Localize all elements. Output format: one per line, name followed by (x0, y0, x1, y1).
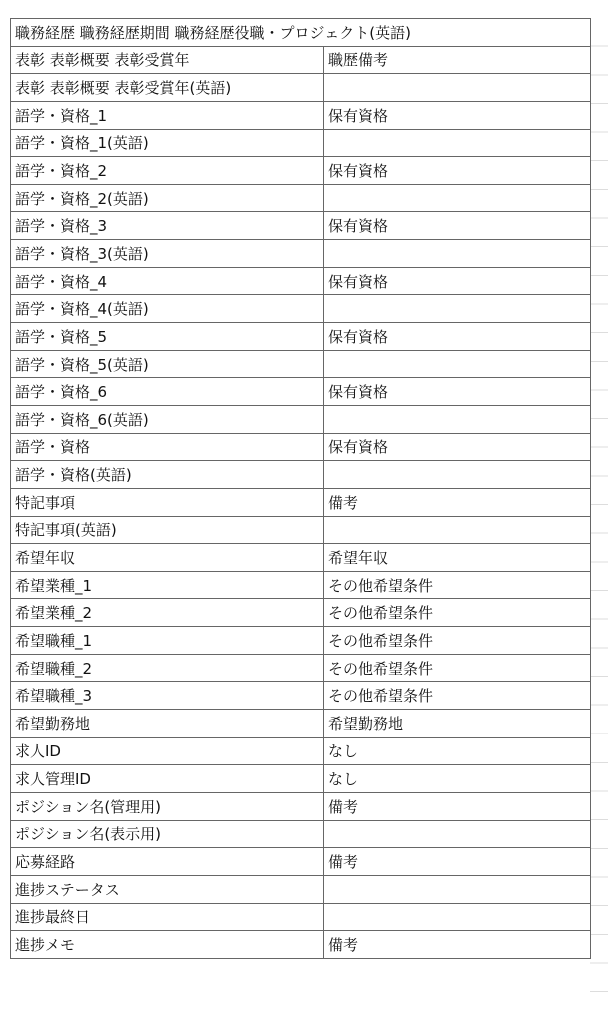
mapping-cell: 保有資格 (324, 212, 591, 240)
field-name-cell: 希望業種_2 (11, 599, 324, 627)
mapping-cell (324, 240, 591, 268)
field-name-cell: 語学・資格_5(英語) (11, 350, 324, 378)
mapping-cell: 保有資格 (324, 323, 591, 351)
mapping-cell: その他希望条件 (324, 654, 591, 682)
table-row (11, 737, 591, 765)
table-row (11, 765, 591, 793)
field-name-cell: 語学・資格_4 (11, 267, 324, 295)
table-row (11, 875, 591, 903)
mapping-cell (324, 350, 591, 378)
table-row (11, 710, 591, 738)
field-name-cell: ポジション名(管理用) (11, 792, 324, 820)
table-row (11, 682, 591, 710)
mapping-cell: その他希望条件 (324, 599, 591, 627)
field-name-cell: 語学・資格(英語) (11, 461, 324, 489)
table-row (11, 931, 591, 959)
table-row (11, 571, 591, 599)
table-row (11, 654, 591, 682)
mapping-cell: 保有資格 (324, 157, 591, 185)
table-row (11, 157, 591, 185)
field-name-cell: 希望業種_1 (11, 571, 324, 599)
field-name-cell: 語学・資格_6(英語) (11, 405, 324, 433)
field-name-cell: 希望職種_1 (11, 627, 324, 655)
mapping-cell (324, 74, 591, 102)
mapping-cell: その他希望条件 (324, 627, 591, 655)
field-name-cell: 表彰 表彰概要 表彰受賞年 (11, 46, 324, 74)
mapping-cell: 希望勤務地 (324, 710, 591, 738)
mapping-cell: 保有資格 (324, 378, 591, 406)
field-mapping-table (10, 18, 591, 959)
mapping-cell: 保有資格 (324, 433, 591, 461)
field-name-cell: 希望年収 (11, 544, 324, 572)
table-row (11, 903, 591, 931)
table-row (11, 488, 591, 516)
mapping-cell: その他希望条件 (324, 571, 591, 599)
mapping-cell: 希望年収 (324, 544, 591, 572)
field-name-cell: 応募経路 (11, 848, 324, 876)
table-row (11, 212, 591, 240)
adjacent-column-gridlines (590, 18, 608, 992)
mapping-cell: 備考 (324, 488, 591, 516)
mapping-cell: なし (324, 737, 591, 765)
table-row (11, 295, 591, 323)
field-name-cell: 語学・資格_1 (11, 101, 324, 129)
field-name-cell: 語学・資格_1(英語) (11, 129, 324, 157)
field-name-cell: 語学・資格_6 (11, 378, 324, 406)
mapping-cell (324, 461, 591, 489)
mapping-cell (324, 295, 591, 323)
field-name-cell: 求人ID (11, 737, 324, 765)
field-name-cell: 進捗最終日 (11, 903, 324, 931)
field-name-cell: 語学・資格 (11, 433, 324, 461)
table-row (11, 240, 591, 268)
mapping-cell: 備考 (324, 931, 591, 959)
table-row (11, 599, 591, 627)
header-cell: 職務経歴 職務経歴期間 職務経歴役職・プロジェクト(英語) (11, 19, 591, 47)
field-name-cell: 求人管理ID (11, 765, 324, 793)
mapping-cell (324, 875, 591, 903)
field-name-cell: 表彰 表彰概要 表彰受賞年(英語) (11, 74, 324, 102)
field-name-cell: 語学・資格_3 (11, 212, 324, 240)
field-name-cell: 特記事項 (11, 488, 324, 516)
field-name-cell: 語学・資格_5 (11, 323, 324, 351)
mapping-cell: 保有資格 (324, 101, 591, 129)
table-row (11, 350, 591, 378)
mapping-cell (324, 184, 591, 212)
field-name-cell: 特記事項(英語) (11, 516, 324, 544)
table-row (11, 820, 591, 848)
mapping-cell: 保有資格 (324, 267, 591, 295)
table-row (11, 46, 591, 74)
table-row (11, 627, 591, 655)
table-row (11, 461, 591, 489)
table-row (11, 792, 591, 820)
mapping-cell: なし (324, 765, 591, 793)
table-row (11, 129, 591, 157)
mapping-cell: 備考 (324, 792, 591, 820)
mapping-cell (324, 129, 591, 157)
field-name-cell: 進捗メモ (11, 931, 324, 959)
field-name-cell: 希望職種_3 (11, 682, 324, 710)
mapping-cell: 備考 (324, 848, 591, 876)
mapping-cell: その他希望条件 (324, 682, 591, 710)
field-name-cell: 語学・資格_2 (11, 157, 324, 185)
table-row (11, 544, 591, 572)
mapping-cell (324, 903, 591, 931)
field-name-cell: 希望職種_2 (11, 654, 324, 682)
mapping-cell: 職歴備考 (324, 46, 591, 74)
table-row (11, 184, 591, 212)
table-row (11, 433, 591, 461)
field-name-cell: 希望勤務地 (11, 710, 324, 738)
table-header-row (11, 19, 591, 47)
mapping-cell (324, 405, 591, 433)
table-row (11, 378, 591, 406)
table-row (11, 267, 591, 295)
table-row (11, 405, 591, 433)
field-name-cell: ポジション名(表示用) (11, 820, 324, 848)
mapping-cell (324, 516, 591, 544)
table-row (11, 848, 591, 876)
table-row (11, 323, 591, 351)
mapping-cell (324, 820, 591, 848)
table-row (11, 101, 591, 129)
field-name-cell: 語学・資格_2(英語) (11, 184, 324, 212)
field-name-cell: 語学・資格_3(英語) (11, 240, 324, 268)
table-row (11, 74, 591, 102)
field-name-cell: 語学・資格_4(英語) (11, 295, 324, 323)
field-name-cell: 進捗ステータス (11, 875, 324, 903)
table-row (11, 516, 591, 544)
